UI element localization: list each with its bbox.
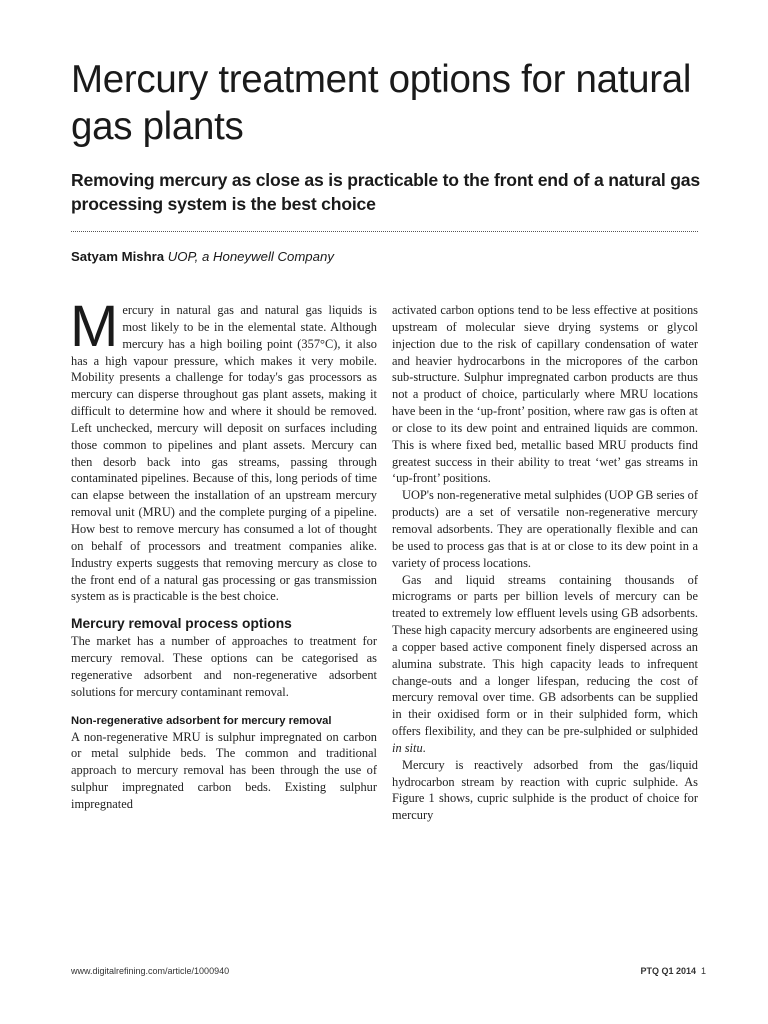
footer-url[interactable]: www.digitalrefining.com/article/1000940 [71, 966, 230, 976]
footer-page-number: 1 [700, 966, 706, 976]
intro-paragraph [70, 294, 377, 605]
footer-issue-page [640, 965, 706, 977]
subsection-paragraph: A non-regenerative MRU is sulphur impregnated on carbon or metal sulphide beds. The common and traditional approach to mercury removal has been through the use of sulphur impregnated carbon beds. Existing sulphur impregnated [71, 729, 377, 811]
article-subtitle: Removing mercury as close as is practicable to the front end of a natural gas processing system is the best choice [71, 170, 700, 214]
right-paragraph-2: UOP's non-regenerative metal sulphides (UOP GB series of products) are a set of versatile non-regenerative mercury removal adsorbents. They are operationally flexible and can be used to process gas that is at or close to its dew point in a variety of process locations. [392, 488, 698, 570]
right-paragraph-3 [392, 572, 698, 757]
drop-cap: M [70, 294, 119, 359]
author-name: Satyam Mishra [71, 249, 165, 264]
right-paragraph-1: activated carbon options tend to be less effective at positions upstream of molecular sieve drying systems or glycol injection due to the risk of capillary condensation of water and heavier hydrocarbons in the micropores of the carbon sub-structure. Sulphur impregnated carbon products are thus not a product of choice, particularly where MRU locations have been in the ‘up-front’ position, where raw gas is often at or close to its dew point and entrained liquids are common. This is where fixed bed, metallic based MRU products find greatest success in their ability to treat ‘wet’ gas streams in ‘up-front’ positions. [392, 303, 698, 486]
right-paragraph-3-text: Gas and liquid streams containing thousands of micrograms or parts per billion levels of mercury can be treated to extremely low effluent levels using GB adsorbents. These high capacity mercury adsorbents are engineered using a copper based active component finely dispersed across an alumina substrate. This high capacity leads to infrequent change-outs and a longer lifespan, reducing the cost of mercury removal over time. GB adsorbents can be supplied in their oxidised form or in their sulphided form, which offers flexibility, and they can be pre-sulphided or sulphided [392, 572, 698, 739]
dotted-divider [71, 231, 698, 232]
right-paragraph-4: Mercury is reactively adsorbed from the gas/liquid hydrocarbon stream by reaction with cupric sulphide. As Figure 1 shows, cupric sulphide is the product of choice for mercury [392, 757, 698, 823]
section-heading: Mercury removal process options [71, 616, 292, 632]
left-column [70, 294, 377, 813]
right-paragraph-3-italic: in situ [392, 740, 423, 755]
footer-issue: PTQ Q1 2014 [640, 966, 696, 976]
section-paragraph: The market has a number of approaches to treatment for mercury removal. These options can be categorised as regenerative adsorbent and non-regenerative adsorbent solutions for mercury contaminant removal. [71, 634, 377, 699]
author-affiliation: UOP, a Honeywell Company [167, 249, 334, 264]
right-column [392, 302, 698, 824]
intro-text: ercury in natural gas and natural gas liquids is most likely to be in the elemental state. Although mercury has a high boiling point (357°C), it also has a high vapour pressure, which makes it very mobile. Mobility presents a challenge for today's gas processors as mercury can disperse throughout gas plant assets, making it difficult to determine how and where it should be removed. Left unchecked, mercury will deposit on surfaces including those common to pipelines and plant assets. Mercury can then desorb back into gas streams, passing through contaminated pipelines. Because of this, long periods of time can elapse between the installation of an upstream mercury removal unit (MRU) and the complete purging of a pipeline. How best to remove mercury has consumed a lot of thought on behalf of processors and treatment companies alike. Industry experts suggests that removing mercury as close to the front end of a natural gas processing or gas transmission system as is practicable is the best choice. [71, 303, 377, 604]
subsection-heading: Non-regenerative adsorbent for mercury removal [71, 714, 332, 727]
byline [71, 248, 711, 266]
right-paragraph-3-end: . [422, 740, 426, 755]
article-title: Mercury treatment options for natural gas plants [71, 58, 692, 148]
